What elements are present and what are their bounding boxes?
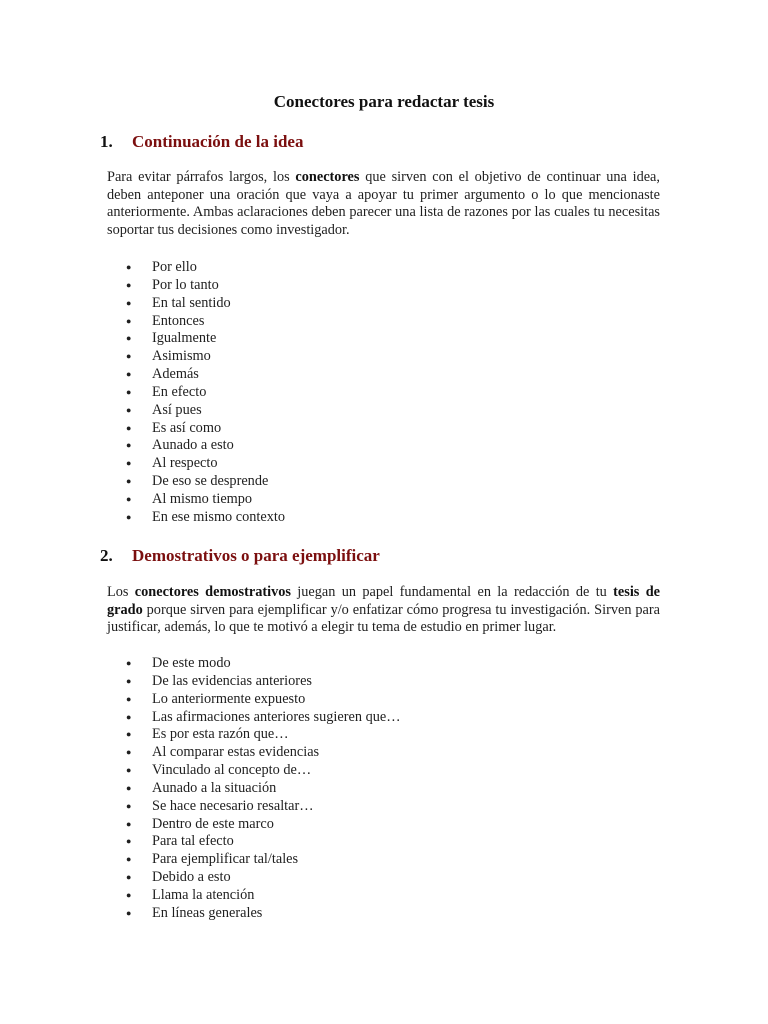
list-item-text: Al respecto — [152, 455, 218, 472]
section-heading-2 — [100, 546, 380, 566]
list-item — [126, 798, 401, 816]
section-number: 2. — [100, 546, 113, 565]
list-item — [126, 420, 285, 438]
list-item-text: Se hace necesario resaltar… — [152, 797, 314, 814]
list-item — [126, 455, 285, 473]
bullet-dot-icon: ● — [126, 422, 132, 433]
list-item — [126, 402, 285, 420]
list-item — [126, 473, 285, 491]
list-item-text: En tal sentido — [152, 294, 231, 311]
list-item-text: Llama la atención — [152, 886, 255, 903]
list-item — [126, 816, 401, 834]
bullet-dot-icon: ● — [126, 675, 132, 686]
list-item-text: Lo anteriormente expuesto — [152, 690, 306, 707]
list-item — [126, 869, 401, 887]
list-item — [126, 905, 401, 923]
list-item-text: Al comparar estas evidencias — [152, 744, 320, 761]
list-item — [126, 295, 285, 313]
bullet-dot-icon: ● — [126, 818, 132, 829]
bullet-dot-icon: ● — [126, 369, 132, 380]
list-item-text: En líneas generales — [152, 904, 263, 921]
list-item-text: Al mismo tiempo — [152, 490, 253, 507]
section-title: Continuación de la idea — [132, 132, 304, 151]
bullet-list-1 — [126, 259, 285, 527]
list-item — [126, 655, 401, 673]
bullet-dot-icon: ● — [126, 693, 132, 704]
list-item-text: Debido a esto — [152, 869, 231, 886]
bullet-dot-icon: ● — [126, 262, 132, 272]
bullet-dot-icon: ● — [126, 511, 132, 522]
list-item — [126, 277, 285, 295]
text-run: Para evitar párrafos largos, los — [107, 169, 296, 185]
list-item-text: Aunado a esto — [152, 437, 234, 454]
list-item-text: Aunado a la situación — [152, 779, 277, 796]
bullet-dot-icon: ● — [126, 440, 132, 451]
document-title: Conectores para redactar tesis — [273, 92, 495, 111]
list-item-text: Así pues — [152, 401, 202, 418]
section-title: Demostrativos o para ejemplificar — [132, 546, 380, 565]
text-run: Los — [107, 584, 135, 600]
bullet-dot-icon: ● — [126, 351, 132, 362]
bold-text-run: tesis de grado — [107, 584, 660, 618]
list-item-text: Además — [152, 366, 199, 383]
bullet-dot-icon: ● — [126, 658, 132, 668]
list-item-text: De las evidencias anteriores — [152, 672, 312, 689]
list-item — [126, 509, 285, 527]
bullet-dot-icon: ● — [126, 297, 132, 308]
bullet-dot-icon: ● — [126, 386, 132, 397]
bold-text-run: conectores demostrativos — [134, 584, 291, 600]
section-heading-1 — [100, 132, 303, 152]
list-item-text: Para tal efecto — [152, 833, 234, 850]
bullet-dot-icon: ● — [126, 493, 132, 504]
bullet-dot-icon: ● — [126, 404, 132, 415]
list-item — [126, 744, 401, 762]
bullet-dot-icon: ● — [126, 279, 132, 290]
list-item — [126, 851, 401, 869]
list-item-text: Las afirmaciones anteriores sugieren que… — [152, 708, 401, 725]
list-item — [126, 691, 401, 709]
list-item — [126, 887, 401, 905]
section-paragraph-2 — [107, 584, 660, 637]
section-paragraph-1 — [107, 169, 660, 239]
list-item-text: Para ejemplificar tal/tales — [152, 851, 299, 868]
list-item — [126, 384, 285, 402]
list-item — [126, 709, 401, 727]
text-run: juegan un papel fundamental en la redacción de tu — [290, 584, 614, 600]
bullet-dot-icon: ● — [126, 747, 132, 758]
bullet-dot-icon: ● — [126, 458, 132, 469]
list-item — [126, 437, 285, 455]
list-item — [126, 726, 401, 744]
list-item-text: Es así como — [152, 419, 222, 436]
list-item-text: De este modo — [152, 655, 231, 671]
bullet-dot-icon: ● — [126, 315, 132, 326]
list-item — [126, 330, 285, 348]
list-item-text: De eso se desprende — [152, 473, 269, 490]
bullet-dot-icon: ● — [126, 476, 132, 487]
list-item — [126, 780, 401, 798]
list-item-text: Asimismo — [152, 348, 211, 365]
list-item-text: Igualmente — [152, 330, 217, 347]
list-item-text: Vinculado al concepto de… — [152, 762, 312, 779]
list-item-text: Es por esta razón que… — [152, 726, 289, 743]
list-item — [126, 348, 285, 366]
bullet-dot-icon: ● — [126, 854, 132, 865]
bullet-dot-icon: ● — [126, 729, 132, 740]
bullet-dot-icon: ● — [126, 765, 132, 776]
list-item — [126, 833, 401, 851]
list-item — [126, 259, 285, 277]
list-item-text: Por lo tanto — [152, 276, 219, 293]
bullet-dot-icon: ● — [126, 711, 132, 722]
bullet-dot-icon: ● — [126, 889, 132, 900]
list-item-text: Entonces — [152, 312, 205, 329]
bullet-dot-icon: ● — [126, 872, 132, 883]
list-item — [126, 491, 285, 509]
list-item — [126, 313, 285, 331]
bullet-list-2 — [126, 655, 401, 923]
bullet-dot-icon: ● — [126, 907, 132, 918]
list-item — [126, 366, 285, 384]
bullet-dot-icon: ● — [126, 333, 132, 344]
list-item — [126, 762, 401, 780]
list-item-text: Por ello — [152, 259, 197, 275]
text-run: que sirven con el objetivo de continuar una idea, deben anteponer una oración que vaya a apoyar tu primer argumento o lo que mencionaste anteriormente. Ambas aclaraciones deben parecer una lista de razones por las cuales tu necesitas soportar tus decisiones como investigador. — [107, 169, 660, 238]
bullet-dot-icon: ● — [126, 800, 132, 811]
list-item-text: En ese mismo contexto — [152, 508, 286, 525]
section-number: 1. — [100, 132, 113, 151]
bullet-dot-icon: ● — [126, 782, 132, 793]
bold-text-run: conectores — [295, 169, 360, 185]
bullet-dot-icon: ● — [126, 836, 132, 847]
list-item — [126, 673, 401, 691]
text-run: porque sirven para ejemplificar y/o enfatizar cómo progresa tu investigación. Sirven para justificar, además, lo que te motivó a elegir tu tema de estudio en primer lugar. — [107, 601, 660, 636]
list-item-text: Dentro de este marco — [152, 815, 274, 832]
list-item-text: En efecto — [152, 383, 207, 400]
